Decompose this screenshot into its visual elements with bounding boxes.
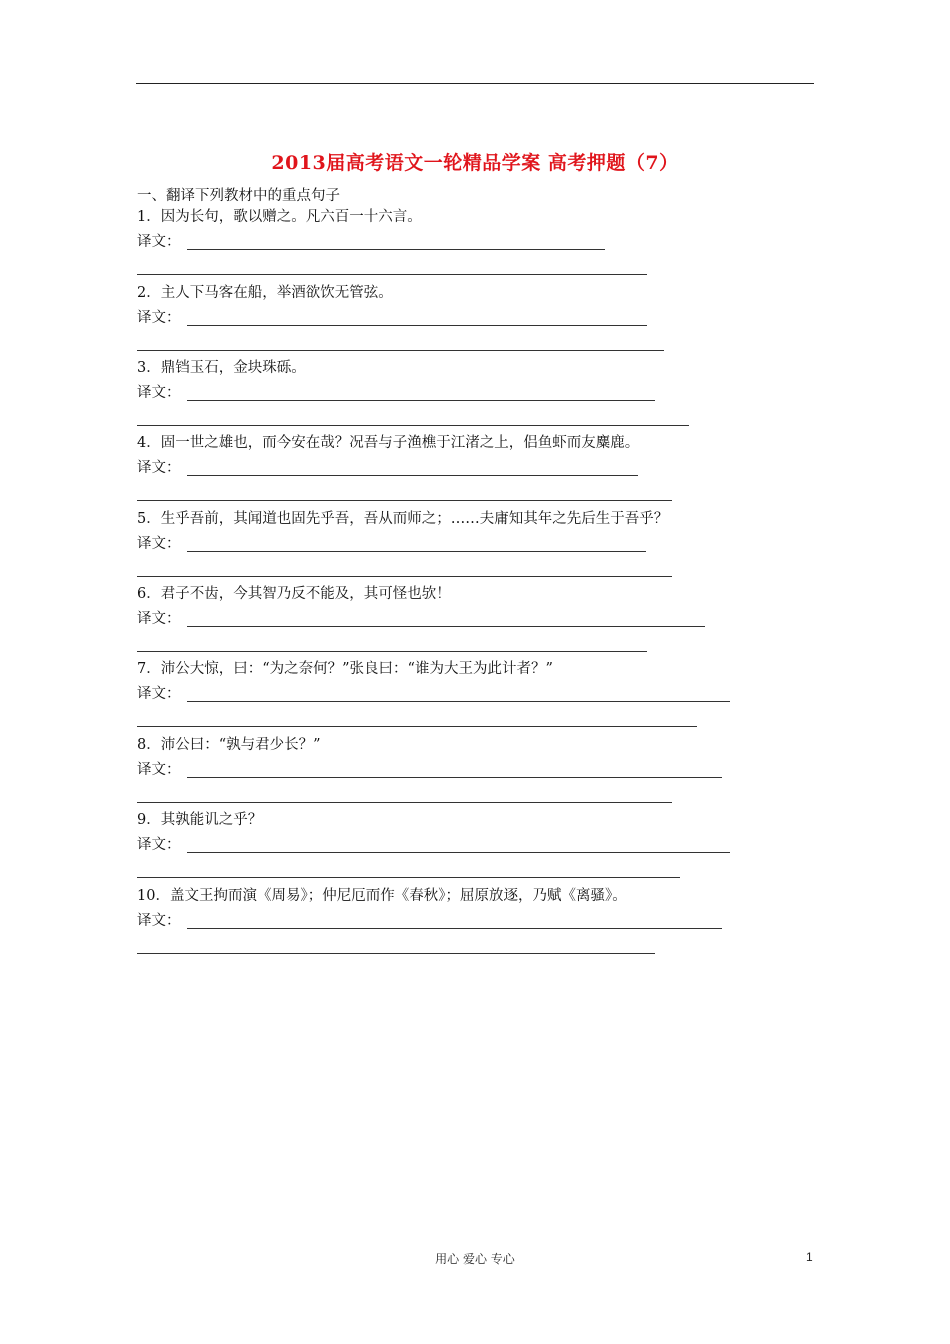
question-text: 4．固一世之雄也，而今安在哉？况吾与子渔樵于江渚之上，侣鱼虾而友麋鹿。: [137, 435, 640, 451]
header-rule: [136, 83, 814, 84]
answer-blank-row: [137, 783, 837, 808]
answer-blank-row: [137, 406, 837, 431]
question-text: 2．主人下马客在船，举酒欲饮无管弦。: [137, 285, 393, 301]
answer-line[interactable]: [187, 551, 646, 552]
answer-line[interactable]: [137, 576, 672, 577]
answer-label: 译文：: [137, 234, 181, 250]
answer-label: 译文：: [137, 460, 181, 476]
question-1: [137, 205, 837, 280]
answer-label: 译文：: [137, 686, 181, 702]
question-text: 7．沛公大惊，曰：“为之奈何？”张良曰：“谁为大王为此计者？”: [137, 661, 553, 677]
answer-blank-row: [137, 481, 837, 506]
answer-line[interactable]: [187, 701, 730, 702]
question-3: [137, 356, 837, 431]
answer-line[interactable]: [187, 475, 638, 476]
answer-line[interactable]: [137, 425, 689, 426]
answer-line[interactable]: [187, 852, 730, 853]
question-text: 3．鼎铛玉石，金块珠砾。: [137, 360, 306, 376]
section-heading: 一、翻译下列教材中的重点句子: [137, 188, 340, 204]
question-5: [137, 507, 837, 582]
answer-blank-row: [137, 707, 837, 732]
answer-row: [137, 833, 837, 858]
answer-blank-row: [137, 331, 837, 356]
question-8: [137, 733, 837, 808]
question-text: 10．盖文王拘而演《周易》；仲尼厄而作《春秋》；屈原放逐，乃赋《离骚》。: [137, 888, 627, 904]
answer-row: [137, 381, 837, 406]
answer-row: [137, 306, 837, 331]
page-title: 2013届高考语文一轮精品学案 高考押题（7）: [271, 152, 679, 174]
question-6: [137, 582, 837, 657]
answer-line[interactable]: [137, 651, 647, 652]
question-4: [137, 431, 837, 506]
answer-label: 译文：: [137, 385, 181, 401]
question-7: [137, 657, 837, 732]
answer-line[interactable]: [187, 325, 647, 326]
answer-line[interactable]: [137, 274, 647, 275]
answer-label: 译文：: [137, 611, 181, 627]
answer-row: [137, 607, 837, 632]
answer-row: [137, 909, 837, 934]
answer-label: 译文：: [137, 762, 181, 778]
answer-label: 译文：: [137, 536, 181, 552]
answer-row: [137, 682, 837, 707]
question-2: [137, 281, 837, 356]
answer-label: 译文：: [137, 310, 181, 326]
answer-blank-row: [137, 934, 837, 959]
answer-label: 译文：: [137, 837, 181, 853]
answer-line[interactable]: [187, 249, 605, 250]
answer-line[interactable]: [137, 500, 672, 501]
question-text: 1．因为长句，歌以赠之。凡六百一十六言。: [137, 209, 422, 225]
answer-line[interactable]: [137, 877, 680, 878]
question-text: 6．君子不齿，今其智乃反不能及，其可怪也欤！: [137, 586, 451, 602]
answer-blank-row: [137, 255, 837, 280]
answer-line[interactable]: [187, 777, 722, 778]
question-text: 5．生乎吾前，其闻道也固先乎吾，吾从而师之；……夫庸知其年之先后生于吾乎？: [137, 511, 669, 527]
question-text: 9．其孰能讥之乎？: [137, 812, 263, 828]
answer-row: [137, 758, 837, 783]
answer-blank-row: [137, 632, 837, 657]
answer-row: [137, 230, 837, 255]
answer-row: [137, 532, 837, 557]
answer-blank-row: [137, 858, 837, 883]
page-footer: 用心 爱心 专心: [435, 1252, 515, 1266]
answer-line[interactable]: [137, 802, 672, 803]
answer-label: 译文：: [137, 913, 181, 929]
answer-line[interactable]: [187, 928, 722, 929]
answer-line[interactable]: [187, 626, 705, 627]
answer-line[interactable]: [137, 953, 655, 954]
answer-line[interactable]: [137, 350, 664, 351]
page-number: 1: [806, 1250, 813, 1264]
question-text: 8．沛公曰：“孰与君少长？”: [137, 737, 321, 753]
question-10: [137, 884, 837, 959]
question-9: [137, 808, 837, 883]
answer-blank-row: [137, 557, 837, 582]
answer-line[interactable]: [187, 400, 655, 401]
answer-line[interactable]: [137, 726, 697, 727]
answer-row: [137, 456, 837, 481]
